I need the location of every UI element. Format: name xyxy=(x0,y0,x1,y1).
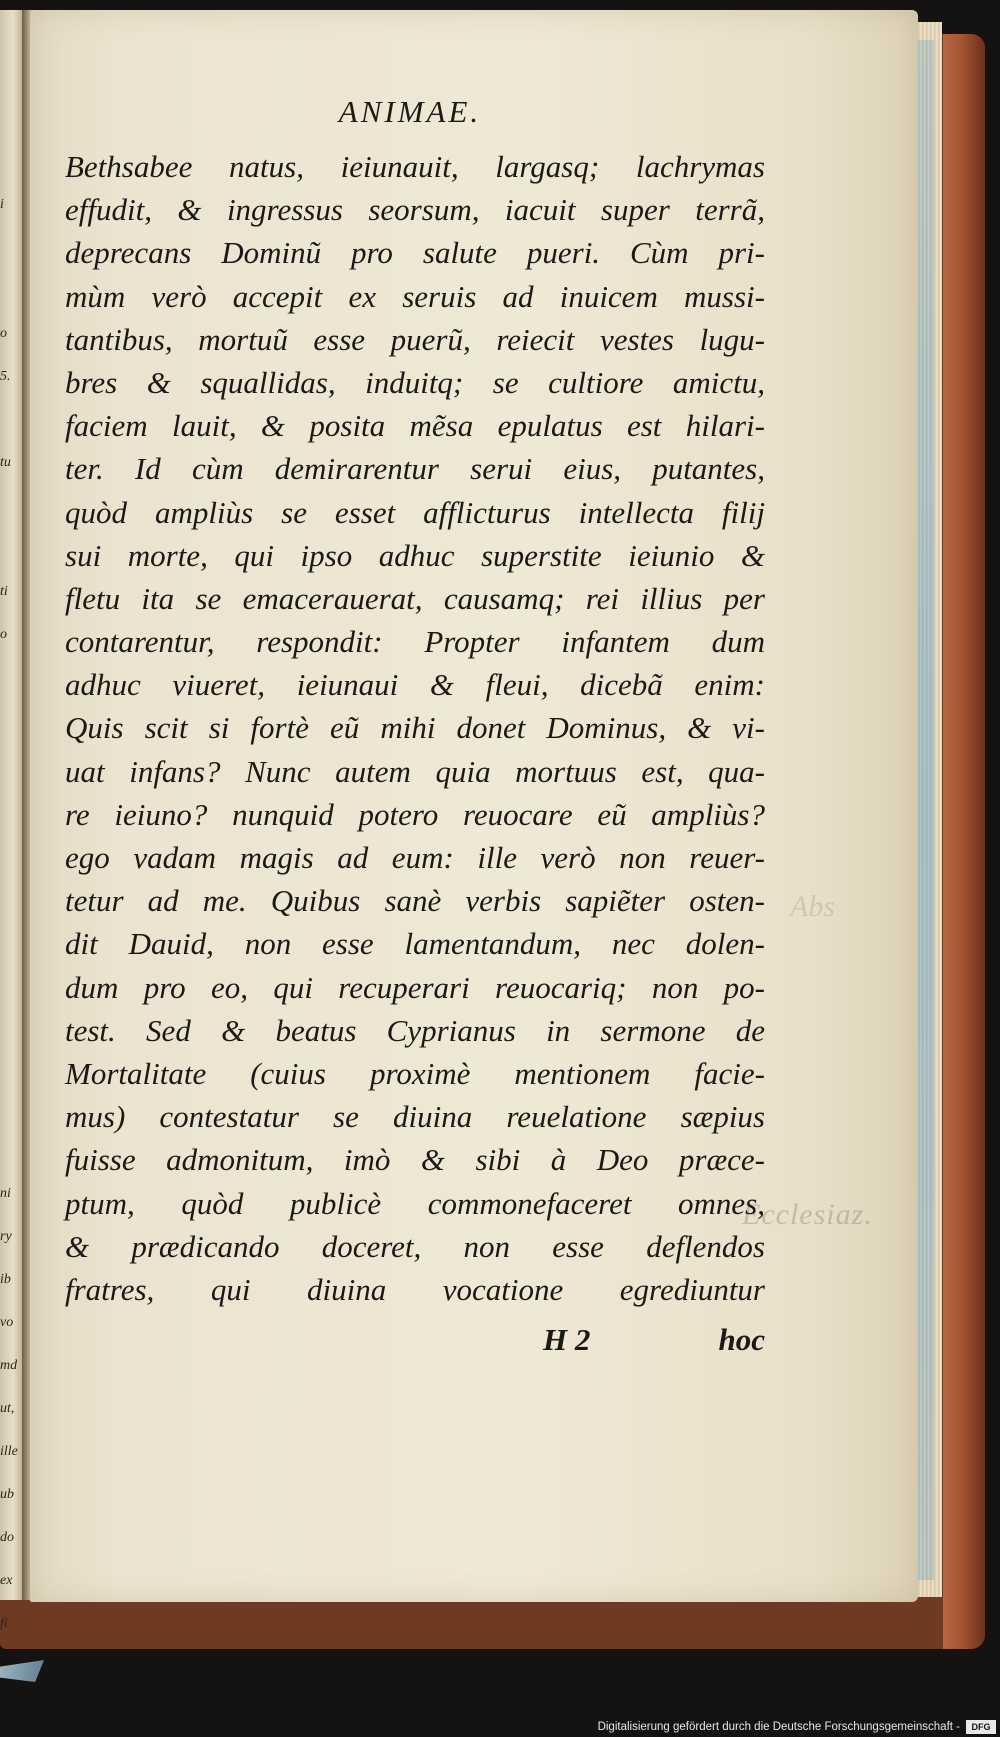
bleed-through-text: Abs xyxy=(790,890,835,923)
left-page-fragment xyxy=(0,527,22,570)
left-page-fragment: ib xyxy=(0,1272,11,1287)
digitization-credit: Digitalisierung gefördert durch die Deutsche Forschungsgemeinschaft - xyxy=(597,1721,960,1733)
body-text xyxy=(65,145,765,1311)
left-page-fragment: ub xyxy=(0,1487,14,1502)
signature-mark: H 2 xyxy=(543,1322,591,1357)
left-page-fragment xyxy=(0,828,22,871)
left-page-text-fragments xyxy=(0,140,22,1631)
bleed-through-text: Ecclesiaz. xyxy=(742,1198,873,1231)
left-page-fragment xyxy=(0,1000,22,1043)
left-page-fragment: o xyxy=(0,627,7,642)
left-page-fragment: tu xyxy=(0,455,11,470)
text-line: fratres, qui diuina vocatione egrediuntur xyxy=(65,1271,765,1307)
text-line: tantibus, mortuũ esse puerũ, reiecit vestes lugu- xyxy=(65,321,765,357)
text-line: fuisse admonitum, imò & sibi à Deo præce- xyxy=(65,1142,765,1178)
left-page-fragment: i xyxy=(0,197,4,212)
text-line: Quis scit si fortè eũ mihi donet Dominus, & vi- xyxy=(65,710,765,746)
left-page-fragment xyxy=(0,1086,22,1129)
left-page-fragment: ry xyxy=(0,1229,12,1244)
left-page-fragment: do xyxy=(0,1530,14,1545)
book-page xyxy=(30,10,918,1602)
left-page-fragment: ut, xyxy=(0,1401,15,1416)
left-page-fragment xyxy=(0,484,22,527)
left-page-fragment xyxy=(0,871,22,914)
bookmark-ribbon xyxy=(0,1660,44,1682)
text-line: mus) contestatur se diuina reuelatione sæpius xyxy=(65,1099,765,1135)
book-cover-edge xyxy=(943,34,985,1649)
text-line: Mortalitate (cuius proximè mentionem facie- xyxy=(65,1055,765,1091)
left-page-fragment: ille xyxy=(0,1444,18,1459)
text-line: dum pro eo, qui recuperari reuocariq; non po- xyxy=(65,969,765,1005)
text-line: & prædicando doceret, non esse deflendos xyxy=(65,1228,765,1264)
left-page-fragment xyxy=(0,226,22,269)
text-line: tetur ad me. Quibus sanè verbis sapiẽter osten- xyxy=(65,883,765,919)
left-page-fragment: ni xyxy=(0,1186,11,1201)
left-page-fragment xyxy=(0,269,22,312)
text-line: adhuc viueret, ieiunaui & fleui, dicebã enim: xyxy=(65,667,765,703)
text-line: Bethsabee natus, ieiunauit, largasq; lachrymas xyxy=(65,149,765,184)
left-page-fragment xyxy=(0,699,22,742)
left-page-fragment: 5. xyxy=(0,369,11,384)
text-line: re ieiuno? nunquid potero reuocare eũ ampliùs? xyxy=(65,796,765,832)
text-line: ego vadam magis ad eum: ille verò non reuer- xyxy=(65,840,765,875)
left-page-fragment xyxy=(0,656,22,699)
left-page-fragment xyxy=(0,398,22,441)
left-page-fragment: fi xyxy=(0,1616,8,1631)
left-page-fragment xyxy=(0,1043,22,1086)
page-edge-tint xyxy=(918,40,934,1580)
left-page-fragment xyxy=(0,914,22,957)
text-line: ter. Id cùm demirarentur serui eius, putantes, xyxy=(65,451,765,487)
running-head: ANIMAE. xyxy=(338,94,482,129)
catchword: hoc xyxy=(718,1322,765,1357)
left-page-fragment: ex xyxy=(0,1573,13,1588)
text-line: fletu ita se emacerauerat, causamq; rei illius per xyxy=(65,580,765,616)
left-page-fragment: o xyxy=(0,326,7,341)
page-footer xyxy=(65,1322,765,1362)
left-page-fragment: md xyxy=(0,1358,18,1373)
text-line: uat infans? Nunc autem quia mortuus est, qua- xyxy=(65,753,765,789)
text-line: bres & squallidas, induitq; se cultiore amictu, xyxy=(65,364,765,400)
text-line: effudit, & ingressus seorsum, iacuit super terrã, xyxy=(65,192,765,228)
left-page-fragment: vo xyxy=(0,1315,14,1330)
left-page-fragment xyxy=(0,742,22,785)
text-line: dit Dauid, non esse lamentandum, nec dolen- xyxy=(65,926,765,962)
text-line: mùm verò accepit ex seruis ad inuicem mussi- xyxy=(65,278,765,314)
left-page-fragment xyxy=(0,957,22,1000)
left-page-fragment: ti xyxy=(0,584,8,599)
text-line: test. Sed & beatus Cyprianus in sermone de xyxy=(65,1012,765,1048)
text-line: contarentur, respondit: Propter infantem dum xyxy=(65,624,765,660)
text-line: faciem lauit, & posita mẽsa epulatus est hilari- xyxy=(65,408,765,444)
left-page-fragment xyxy=(0,1129,22,1172)
text-line: ptum, quòd publicè commonefaceret omnes, xyxy=(65,1185,765,1221)
text-line: deprecans Dominũ pro salute pueri. Cùm pri- xyxy=(65,235,765,271)
text-line: sui morte, qui ipso adhuc superstite ieiunio & xyxy=(65,537,765,573)
dfg-logo: DFG xyxy=(966,1720,996,1734)
left-page-fragment xyxy=(0,785,22,828)
left-page-fragment xyxy=(0,140,22,183)
text-line: quòd ampliùs se esset afflicturus intellecta filij xyxy=(65,494,765,530)
